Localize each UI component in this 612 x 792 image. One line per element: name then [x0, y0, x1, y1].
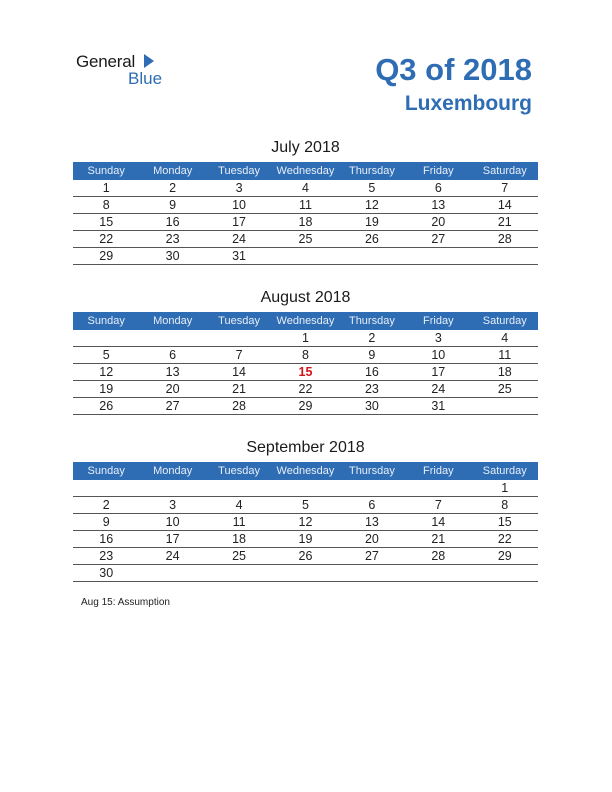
day-cell: 10	[405, 347, 471, 364]
day-cell	[272, 480, 338, 497]
weekday-header: Tuesday	[206, 462, 272, 480]
day-cell: 1	[272, 330, 338, 347]
day-cell: 18	[272, 214, 338, 231]
day-cell: 13	[405, 197, 471, 214]
day-cell: 24	[405, 381, 471, 398]
weekday-header: Saturday	[472, 462, 538, 480]
weekday-header: Wednesday	[272, 462, 338, 480]
day-cell	[272, 565, 338, 582]
day-cell: 25	[472, 381, 538, 398]
day-cell	[73, 480, 139, 497]
day-cell: 22	[73, 231, 139, 248]
day-cell: 5	[339, 180, 405, 197]
week-row	[73, 214, 538, 231]
weekday-header: Friday	[405, 162, 471, 180]
month-august	[73, 288, 538, 415]
day-cell: 16	[339, 364, 405, 381]
holiday-note: Aug 15: Assumption	[81, 597, 170, 608]
weekday-header: Wednesday	[272, 162, 338, 180]
day-cell: 26	[339, 231, 405, 248]
day-cell: 11	[206, 514, 272, 531]
day-cell: 9	[139, 197, 205, 214]
day-cell: 6	[405, 180, 471, 197]
week-row	[73, 398, 538, 415]
day-cell: 27	[339, 548, 405, 565]
day-cell: 16	[139, 214, 205, 231]
day-cell: 12	[339, 197, 405, 214]
weekday-header: Tuesday	[206, 312, 272, 330]
day-cell: 11	[272, 197, 338, 214]
triangle-logo-icon	[144, 54, 154, 68]
month-september	[73, 438, 538, 582]
day-cell: 9	[339, 347, 405, 364]
day-cell: 29	[272, 398, 338, 415]
day-cell: 7	[472, 180, 538, 197]
day-cell	[405, 565, 471, 582]
day-cell: 28	[405, 548, 471, 565]
week-row	[73, 497, 538, 514]
day-cell: 2	[139, 180, 205, 197]
day-cell	[272, 248, 338, 265]
day-cell: 20	[405, 214, 471, 231]
day-cell: 16	[73, 531, 139, 548]
day-cell: 20	[139, 381, 205, 398]
day-cell: 3	[206, 180, 272, 197]
day-cell	[73, 330, 139, 347]
day-cell: 23	[139, 231, 205, 248]
day-cell	[339, 480, 405, 497]
weekday-header: Sunday	[73, 162, 139, 180]
day-cell: 19	[272, 531, 338, 548]
day-cell: 14	[405, 514, 471, 531]
day-cell: 21	[206, 381, 272, 398]
day-cell: 15	[272, 364, 338, 381]
day-cell: 29	[472, 548, 538, 565]
week-row	[73, 381, 538, 398]
week-row	[73, 347, 538, 364]
day-cell	[139, 565, 205, 582]
weekday-header: Monday	[139, 462, 205, 480]
day-cell: 3	[139, 497, 205, 514]
page-title: Q3 of 2018	[375, 52, 532, 87]
day-cell: 21	[472, 214, 538, 231]
month-july	[73, 138, 538, 265]
weekday-header: Sunday	[73, 462, 139, 480]
day-cell: 14	[206, 364, 272, 381]
day-cell	[472, 565, 538, 582]
day-cell: 1	[472, 480, 538, 497]
weekday-header-row	[73, 162, 538, 180]
day-cell: 18	[206, 531, 272, 548]
day-cell: 10	[139, 514, 205, 531]
day-cell	[206, 565, 272, 582]
day-cell	[206, 330, 272, 347]
day-cell: 29	[73, 248, 139, 265]
weekday-header-row	[73, 462, 538, 480]
week-row	[73, 364, 538, 381]
day-cell	[472, 398, 538, 415]
brand-logo	[76, 52, 176, 92]
country-name: Luxembourg	[404, 92, 532, 115]
weekday-header: Tuesday	[206, 162, 272, 180]
day-cell: 15	[73, 214, 139, 231]
day-cell: 12	[73, 364, 139, 381]
day-cell: 2	[73, 497, 139, 514]
day-cell: 8	[272, 347, 338, 364]
day-cell: 18	[472, 364, 538, 381]
day-cell: 15	[472, 514, 538, 531]
weekday-header: Sunday	[73, 312, 139, 330]
weekday-header: Thursday	[339, 462, 405, 480]
day-cell: 5	[73, 347, 139, 364]
week-row	[73, 480, 538, 497]
brand-blue: Blue	[128, 69, 163, 88]
day-cell: 6	[339, 497, 405, 514]
day-cell: 17	[139, 531, 205, 548]
day-cell: 8	[472, 497, 538, 514]
weekday-header: Thursday	[339, 312, 405, 330]
weekday-header: Thursday	[339, 162, 405, 180]
day-cell: 17	[206, 214, 272, 231]
day-cell: 22	[272, 381, 338, 398]
day-cell	[405, 480, 471, 497]
weekday-header: Saturday	[472, 312, 538, 330]
month-title: September 2018	[246, 439, 365, 456]
day-cell: 25	[206, 548, 272, 565]
week-row	[73, 330, 538, 347]
month-title: August 2018	[260, 289, 351, 306]
day-cell: 7	[405, 497, 471, 514]
day-cell: 23	[339, 381, 405, 398]
week-row	[73, 248, 538, 265]
day-cell: 12	[272, 514, 338, 531]
weekday-header-row	[73, 312, 538, 330]
day-cell: 4	[472, 330, 538, 347]
day-cell: 25	[272, 231, 338, 248]
day-cell: 13	[339, 514, 405, 531]
weekday-header: Friday	[405, 462, 471, 480]
day-cell: 30	[139, 248, 205, 265]
weekday-header: Wednesday	[272, 312, 338, 330]
day-cell: 26	[73, 398, 139, 415]
calendar-table	[73, 312, 538, 415]
day-cell: 27	[139, 398, 205, 415]
day-cell	[405, 248, 471, 265]
week-row	[73, 548, 538, 565]
weekday-header: Monday	[139, 162, 205, 180]
day-cell: 11	[472, 347, 538, 364]
day-cell: 13	[139, 364, 205, 381]
day-cell: 31	[405, 398, 471, 415]
day-cell: 19	[73, 381, 139, 398]
day-cell: 1	[73, 180, 139, 197]
weekday-header: Friday	[405, 312, 471, 330]
calendar-table	[73, 162, 538, 265]
month-title: July 2018	[271, 139, 340, 156]
day-cell: 31	[206, 248, 272, 265]
week-row	[73, 514, 538, 531]
weekday-header: Monday	[139, 312, 205, 330]
day-cell: 21	[405, 531, 471, 548]
weekday-header: Saturday	[472, 162, 538, 180]
week-row	[73, 231, 538, 248]
day-cell: 17	[405, 364, 471, 381]
day-cell: 8	[73, 197, 139, 214]
day-cell: 24	[206, 231, 272, 248]
day-cell: 24	[139, 548, 205, 565]
day-cell	[339, 248, 405, 265]
day-cell: 20	[339, 531, 405, 548]
day-cell: 2	[339, 330, 405, 347]
day-cell: 22	[472, 531, 538, 548]
day-cell	[472, 248, 538, 265]
day-cell: 27	[405, 231, 471, 248]
day-cell: 14	[472, 197, 538, 214]
day-cell: 9	[73, 514, 139, 531]
day-cell: 23	[73, 548, 139, 565]
day-cell: 30	[339, 398, 405, 415]
day-cell	[139, 330, 205, 347]
week-row	[73, 197, 538, 214]
day-cell: 6	[139, 347, 205, 364]
day-cell: 19	[339, 214, 405, 231]
day-cell: 28	[472, 231, 538, 248]
week-row	[73, 565, 538, 582]
day-cell: 3	[405, 330, 471, 347]
day-cell: 26	[272, 548, 338, 565]
day-cell: 5	[272, 497, 338, 514]
day-cell: 30	[73, 565, 139, 582]
calendar-table	[73, 462, 538, 582]
day-cell	[206, 480, 272, 497]
week-row	[73, 531, 538, 548]
day-cell: 7	[206, 347, 272, 364]
brand-general: General	[76, 52, 136, 71]
day-cell: 10	[206, 197, 272, 214]
day-cell	[339, 565, 405, 582]
day-cell	[139, 480, 205, 497]
week-row	[73, 180, 538, 197]
day-cell: 28	[206, 398, 272, 415]
day-cell: 4	[272, 180, 338, 197]
day-cell: 4	[206, 497, 272, 514]
